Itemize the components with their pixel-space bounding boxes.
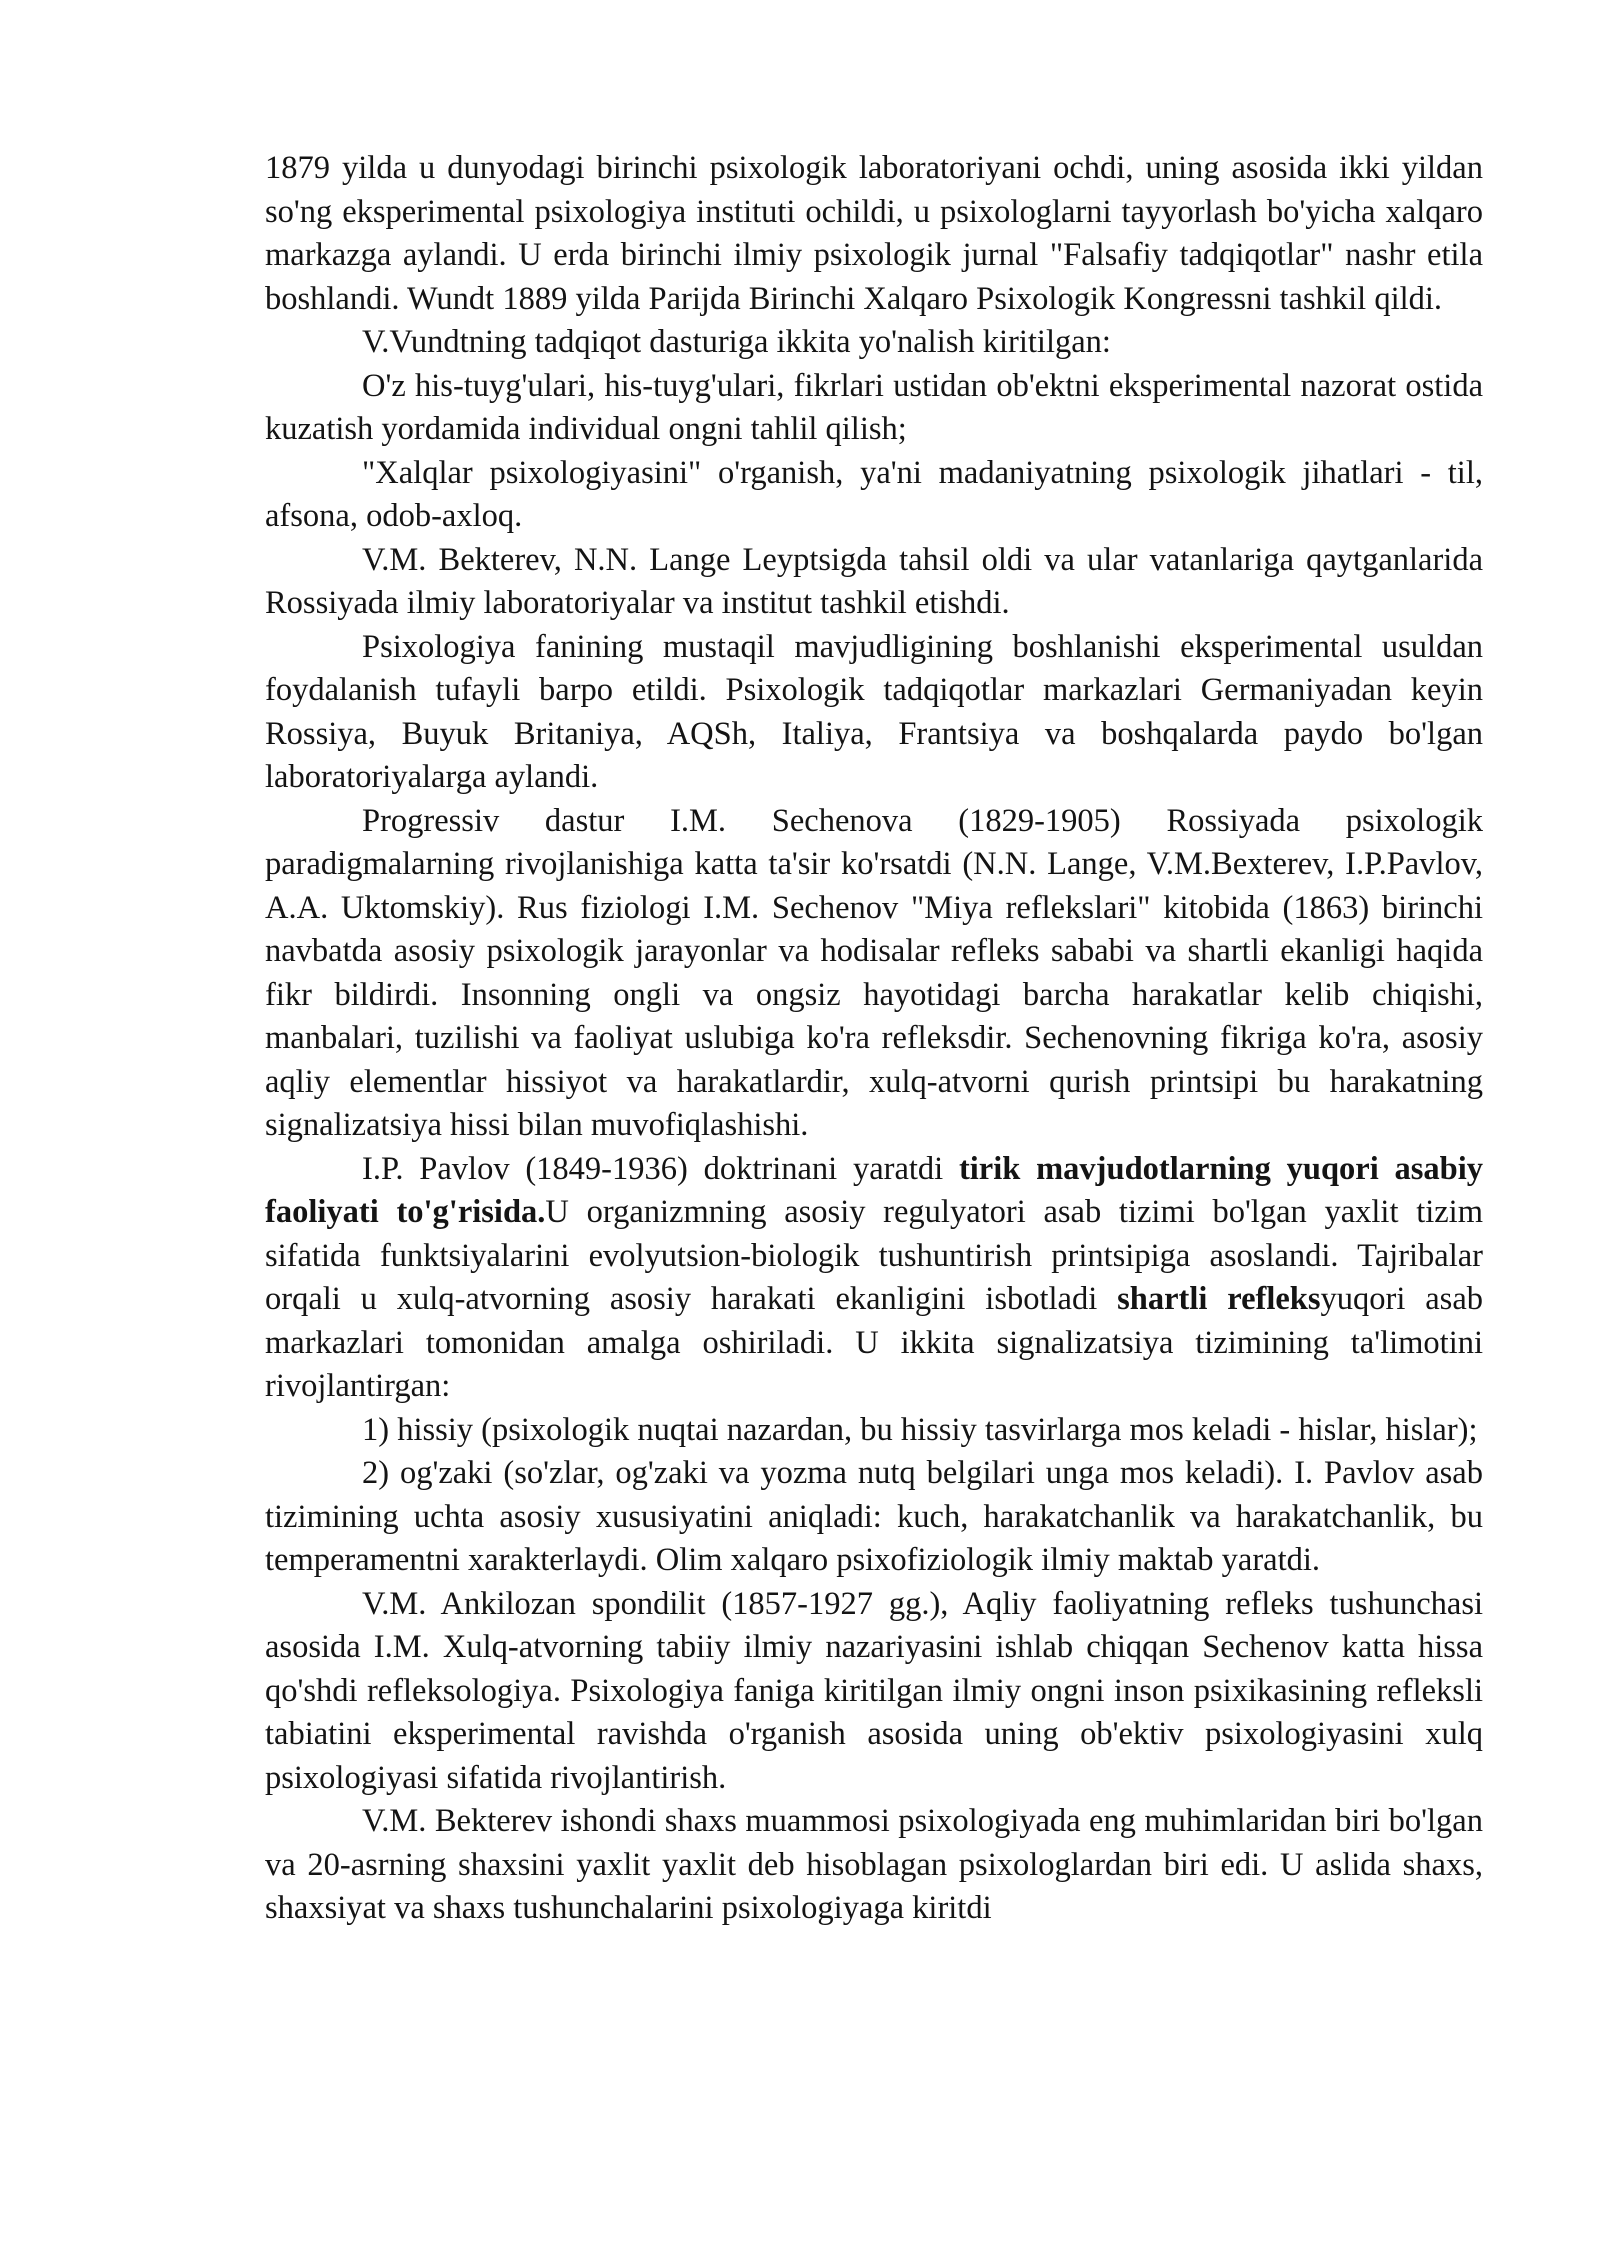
- text-block: [265, 147, 1483, 1931]
- text-run: yuqori asab markazlari tomonidan amalga oshiriladi. U ikkita signalizatsiya tizimining ta'limotini rivojlantirgan:: [265, 1281, 1483, 1404]
- paragraph-2: V.Vundtning tadqiqot dasturiga ikkita yo'nalish kiritilgan:: [362, 324, 1111, 360]
- paragraph-11: V.M. Ankilozan spondilit (1857-1927 gg.), Aqliy faoliyatning refleks tushunchasi asosida I.M. Xulq-atvorning tabiiy ilmiy nazariyasini ishlab chiqqan Sechenov katta hissa qo'shdi refleksologiya. Psixologiya faniga kiritilgan ilmiy ongni inson psixikasining refleksli tabiatini eksperimental ravishda o'rganish asosida uning ob'ektiv psixologiyasini xulq psixologiyasi sifatida rivojlantirish.: [265, 1585, 1483, 1796]
- bold-text-run: tirik mavjudotlarning yuqori asabiy faoliyati to'g'risida.: [265, 1150, 1483, 1230]
- text-run: I.P. Pavlov (1849-1936) doktrinani yaratdi: [362, 1150, 959, 1187]
- paragraph-8: [265, 1148, 1483, 1409]
- paragraph-3: O'z his-tuyg'ulari, his-tuyg'ulari, fikrlari ustidan ob'ektni eksperimental nazorat ostida kuzatish yordamida individual ongni tahlil qilish;: [265, 367, 1483, 447]
- bold-text-run: shartli refleks: [1117, 1281, 1321, 1317]
- text-run: U organizmning asosiy regulyatori asab tizimi bo'lgan yaxlit tizim sifatida funktsiyalarini evolyutsion-biologik tushuntirish printsipiga asoslandi. Tajribalar orqali u xulq-atvorning asosiy harakati ekanligini isbotladi: [265, 1194, 1483, 1317]
- paragraph-4: "Xalqlar psixologiyasini" o'rganish, ya'ni madaniyatning psixologik jihatlari - til, afsona, odob-axloq.: [265, 454, 1483, 534]
- paragraph-6: Psixologiya fanining mustaqil mavjudligining boshlanishi eksperimental usuldan foydalanish tufayli barpo etildi. Psixologik tadqiqotlar markazlari Germaniyadan keyin Rossiya, Buyuk Britaniya, AQSh, Italiya, Frantsiya va boshqalarda paydo bo'lgan laboratoriyalarga aylandi.: [265, 628, 1483, 795]
- paragraph-9: 1) hissiy (psixologik nuqtai nazardan, bu hissiy tasvirlarga mos keladi - hislar, hislar);: [362, 1411, 1478, 1448]
- paragraph-12: V.M. Bekterev ishondi shaxs muammosi psixologiyada eng muhimlaridan biri bo'lgan va 20-asrning shaxsini yaxlit yaxlit deb hisoblagan psixologlardan biri edi. U aslida shaxs, shaxsiyat va shaxs tushunchalarini psixologiyaga kiritdi: [265, 1803, 1483, 1926]
- paragraph-5: V.M. Bekterev, N.N. Lange Leyptsigda tahsil oldi va ular vatanlariga qaytganlarida Rossiyada ilmiy laboratoriyalar va institut tashkil etishdi.: [265, 541, 1483, 621]
- paragraph-7: Progressiv dastur I.M. Sechenova (1829-1905) Rossiyada psixologik paradigmalarning rivojlanishiga katta ta'sir ko'rsatdi (N.N. Lange, V.M.Bexterev, I.P.Pavlov, A.A. Uktomskiy). Rus fiziologi I.M. Sechenov "Miya reflekslari" kitobida (1863) birinchi navbatda asosiy psixologik jarayonlar va hodisalar refleks sababi va shartli ekanligi haqida fikr bildirdi. Insonning ongli va ongsiz hayotidagi barcha harakatlar kelib chiqishi, manbalari, tuzilishi va faoliyat uslubiga ko'ra refleksdir. Sechenovning fikriga ko'ra, asosiy aqliy elementlar hissiyot va harakatlardir, xulq-atvorni qurish printsipi bu harakatning signalizatsiya hissi bilan muvofiqlashishi.: [265, 802, 1483, 1143]
- paragraph-1: 1879 yilda u dunyodagi birinchi psixologik laboratoriyani ochdi, uning asosida ikki yildan so'ng eksperimental psixologiya instituti ochildi, u psixologlarni tayyorlash bo'yicha xalqaro markazga aylandi. U erda birinchi ilmiy psixologik jurnal "Falsafiy tadqiqotlar" nashr etila boshlandi. Wundt 1889 yilda Parijda Birinchi Xalqaro Psixologik Kongressni tashkil qildi.: [265, 150, 1483, 317]
- paragraph-10: 2) og'zaki (so'zlar, og'zaki va yozma nutq belgilari unga mos keladi). I. Pavlov asab tizimining uchta asosiy xususiyatini aniqladi: kuch, harakatchanlik va harakatchanlik, bu temperamentni xarakterlaydi. Olim xalqaro psixofiziologik ilmiy maktab yaratdi.: [265, 1455, 1483, 1578]
